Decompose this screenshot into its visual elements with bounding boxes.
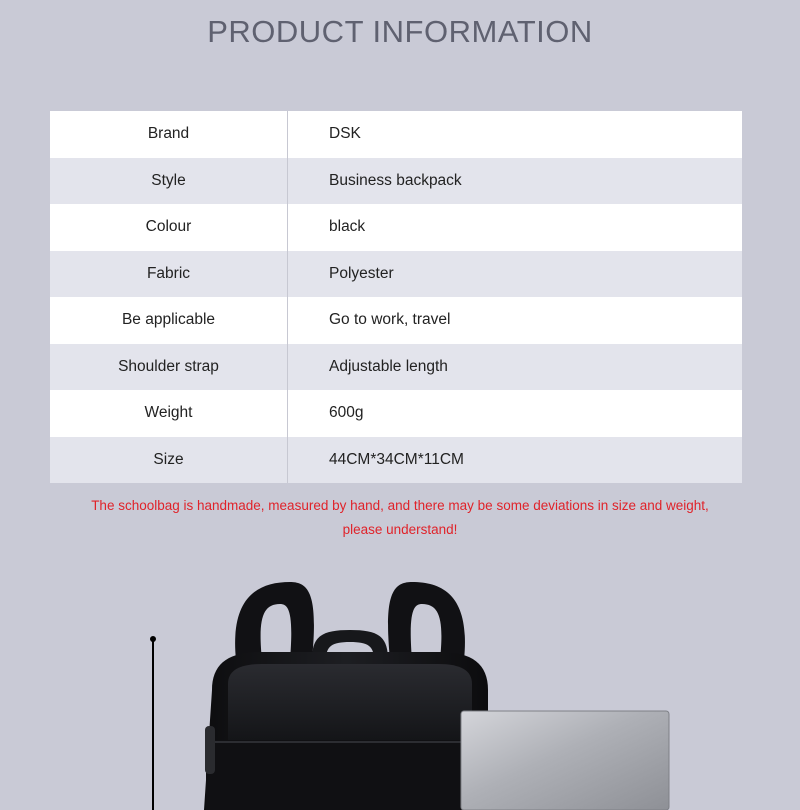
spec-table: [50, 111, 742, 483]
spec-key: Style: [50, 158, 288, 205]
height-dimension-line: [150, 636, 156, 810]
page-title: PRODUCT INFORMATION: [207, 14, 593, 49]
spec-value: Business backpack: [329, 171, 462, 189]
spec-key: Colour: [50, 204, 288, 251]
table-row: [50, 111, 742, 158]
spec-value: Polyester: [329, 264, 394, 282]
laptop: [461, 711, 669, 810]
table-row: [50, 204, 742, 251]
table-row: [50, 297, 742, 344]
notice-line: The schoolbag is handmade, measured by hand, and there may be some deviations in size and weight,: [91, 498, 709, 513]
table-row: [50, 158, 742, 205]
table-row: [50, 390, 742, 437]
spec-value: Go to work, travel: [329, 311, 451, 329]
backpack-straps: [235, 582, 465, 660]
backpack-body: [204, 652, 488, 810]
spec-key: Be applicable: [50, 297, 288, 344]
spec-key: Size: [50, 437, 288, 484]
spec-key: Brand: [50, 111, 288, 158]
table-row: [50, 251, 742, 298]
backpack-handle: [312, 630, 388, 660]
table-row: [50, 437, 742, 484]
size-deviation-notice: [40, 494, 760, 542]
spec-value: Adjustable length: [329, 357, 448, 375]
spec-value: black: [329, 218, 366, 236]
spec-value: 44CM*34CM*11CM: [329, 450, 464, 468]
spec-value: DSK: [329, 125, 361, 143]
spec-key: Fabric: [50, 251, 288, 298]
spec-key: Weight: [50, 390, 288, 437]
spec-key: Shoulder strap: [50, 344, 288, 391]
spec-value: 600g: [329, 404, 364, 422]
table-row: [50, 344, 742, 391]
notice-line: please understand!: [342, 522, 458, 537]
